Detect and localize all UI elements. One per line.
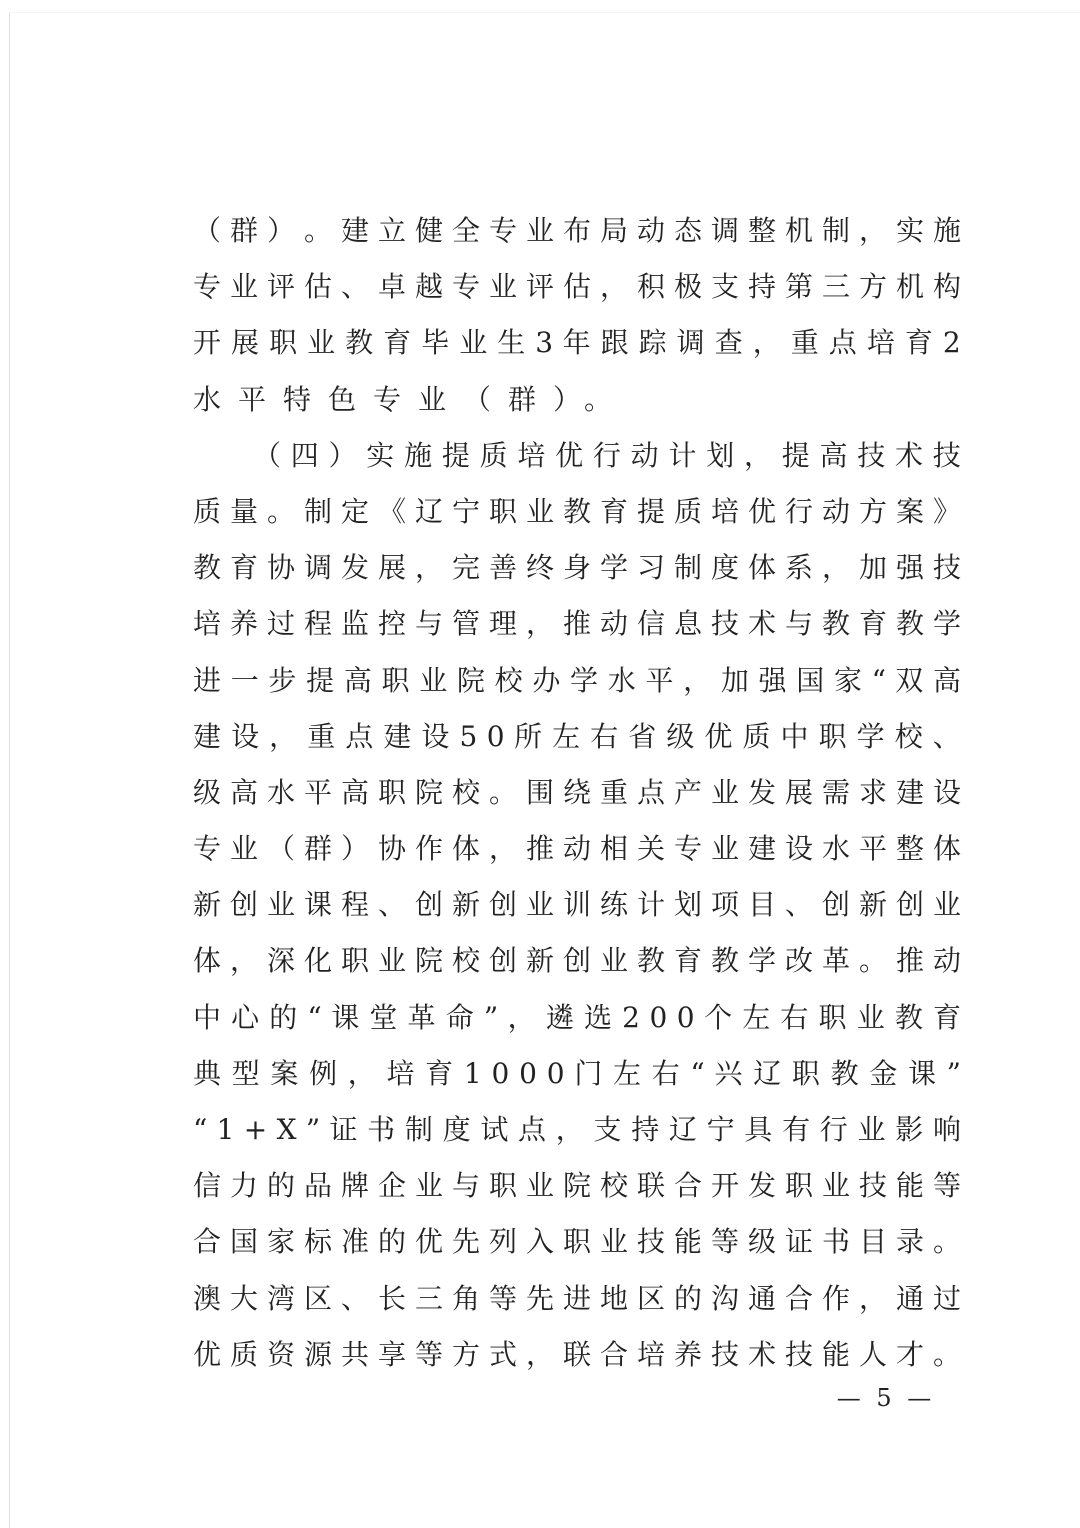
text-line: 进 一 步 提 高 职 业 院 校 办 学 水 平 ， 加 强 国 家 “ 双 高: [193, 663, 961, 697]
text-line: 水平特色专业（群）。: [193, 382, 630, 416]
text-line: 中 心 的 “ 课 堂 革 命 ” ， 遴 选 2 0 0 个 左 右 职 业 教 育: [193, 1000, 961, 1034]
page-number: — 5 —: [836, 1384, 936, 1412]
text-line: 合 国 家 标 准 的 优 先 列 入 职 业 技 能 等 级 证 书 目 录 。: [193, 1225, 961, 1259]
text-line: （ 群 ） 。 建 立 健 全 专 业 布 局 动 态 调 整 机 制 ， 实 施: [193, 214, 961, 247]
text-line: 专 业 评 估 、 卓 越 专 业 评 估 ， 积 极 支 持 第 三 方 机 构: [193, 270, 961, 304]
text-line: 新 创 业 课 程 、 创 新 创 业 训 练 计 划 项 目 、 创 新 创 业: [193, 888, 961, 922]
page-top-edge: [9, 12, 1080, 13]
text-line: 专 业 （ 群 ） 协 作 体 ， 推 动 相 关 专 业 建 设 水 平 整 体: [193, 832, 961, 866]
text-line: 澳 大 湾 区 、 长 三 角 等 先 进 地 区 的 沟 通 合 作 ， 通 过: [193, 1281, 961, 1315]
section-heading-line: （ 四 ） 实 施 提 质 培 优 行 动 计 划 ， 提 高 技 术 技: [253, 438, 961, 472]
page-edge-line: [9, 12, 10, 1528]
text-line: 培 养 过 程 监 控 与 管 理 ， 推 动 信 息 技 术 与 教 育 教 学: [193, 607, 961, 641]
text-line: “ 1 + X ” 证 书 制 度 试 点 ， 支 持 辽 宁 具 有 行 业 影 响: [193, 1113, 961, 1146]
text-line: 开 展 职 业 教 育 毕 业 生 3 年 跟 踪 调 查 ， 重 点 培 育 2: [193, 326, 961, 360]
text-line: 信 力 的 品 牌 企 业 与 职 业 院 校 联 合 开 发 职 业 技 能 等: [193, 1169, 961, 1203]
text-line: 优 质 资 源 共 享 等 方 式 ， 联 合 培 养 技 术 技 能 人 才 。: [193, 1337, 961, 1371]
paragraph-continuation: [193, 203, 961, 428]
document-body: [193, 203, 961, 1383]
text-line: 质 量 。 制 定 《 辽 宁 职 业 教 育 提 质 培 优 行 动 方 案 》: [193, 494, 961, 528]
paragraph-section-four: [193, 428, 961, 1383]
text-line: 建 设 ， 重 点 建 设 5 0 所 左 右 省 级 优 质 中 职 学 校 、: [193, 719, 961, 753]
text-line: 典 型 案 例 ， 培 育 1 0 0 0 门 左 右 “ 兴 辽 职 教 金 课 ”: [193, 1056, 961, 1090]
text-line: 级 高 水 平 高 职 院 校 。 围 绕 重 点 产 业 发 展 需 求 建 设: [193, 775, 961, 809]
text-line: 教 育 协 调 发 展 ， 完 善 终 身 学 习 制 度 体 系 ， 加 强 技: [193, 551, 961, 585]
text-line: 体 ， 深 化 职 业 院 校 创 新 创 业 教 育 教 学 改 革 。 推 动: [193, 944, 961, 978]
